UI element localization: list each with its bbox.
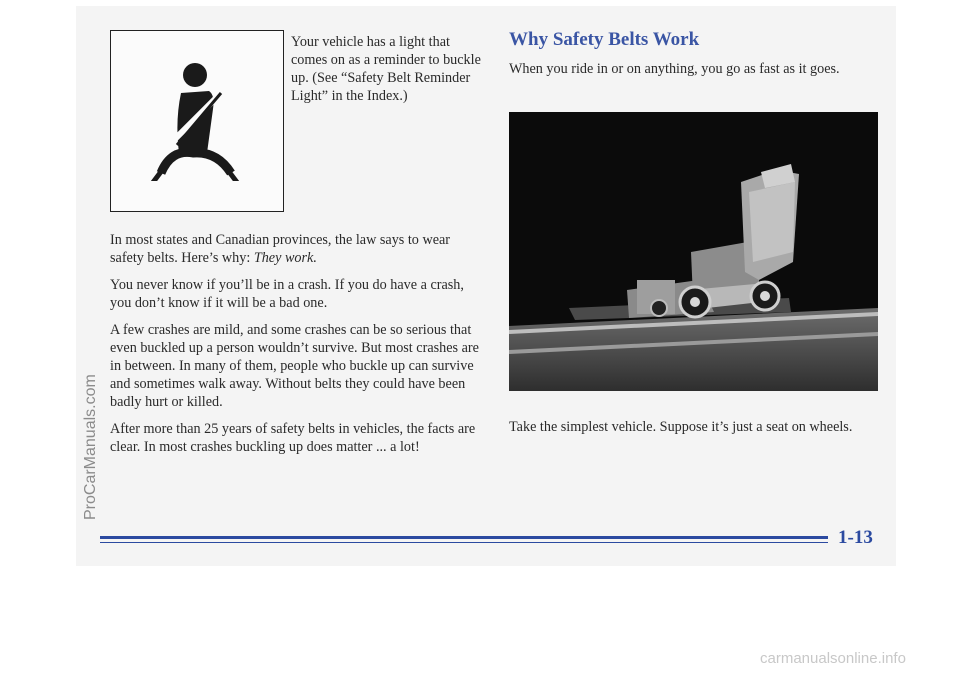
photo-caption: Take the simplest vehicle. Suppose it’s just a seat on wheels. <box>509 419 853 435</box>
footer-rule-thick <box>100 536 828 539</box>
page-number: 1-13 <box>838 527 873 548</box>
intro-paragraph: Your vehicle has a light that comes on as a reminder to buckle up. (See “Safety Belt Reminder Light” in the Index.) <box>291 34 481 104</box>
paragraph-facts: After more than 25 years of safety belts in vehicles, the facts are clear. In most crashes buckling up does matter ... a lot! <box>110 421 476 455</box>
footer-rule-thin <box>100 542 828 543</box>
paragraph-crash-unknown: You never know if you’ll be in a crash. If you do have a crash, you don’t know if it will be a bad one. <box>110 277 464 311</box>
side-watermark: ProCarManuals.com <box>82 374 99 520</box>
paragraph-law-text: In most states and Canadian provinces, the law says to wear safety belts. Here’s why: <box>110 232 451 266</box>
paragraph-law-emphasis: They work. <box>253 250 317 266</box>
seatbelt-reminder-icon-box <box>110 30 284 212</box>
footer-watermark: carmanualsonline.info <box>760 650 906 667</box>
paragraph-law <box>110 231 482 267</box>
seat-on-wheels-illustration <box>509 112 878 391</box>
paragraph-crash-severity: A few crashes are mild, and some crashes can be so serious that even buckled up a person wouldn’t survive. But most crashes are in between. In many of them, people who buckle up can survive and sometimes walk away. Without belts they could have been badly hurt or killed. <box>110 322 479 410</box>
section-intro: When you ride in or on anything, you go as fast as it goes. <box>509 61 840 77</box>
seatbelt-icon <box>141 61 253 181</box>
left-column <box>110 231 482 465</box>
seat-on-wheels-photo <box>509 112 878 391</box>
section-title: Why Safety Belts Work <box>509 29 700 50</box>
